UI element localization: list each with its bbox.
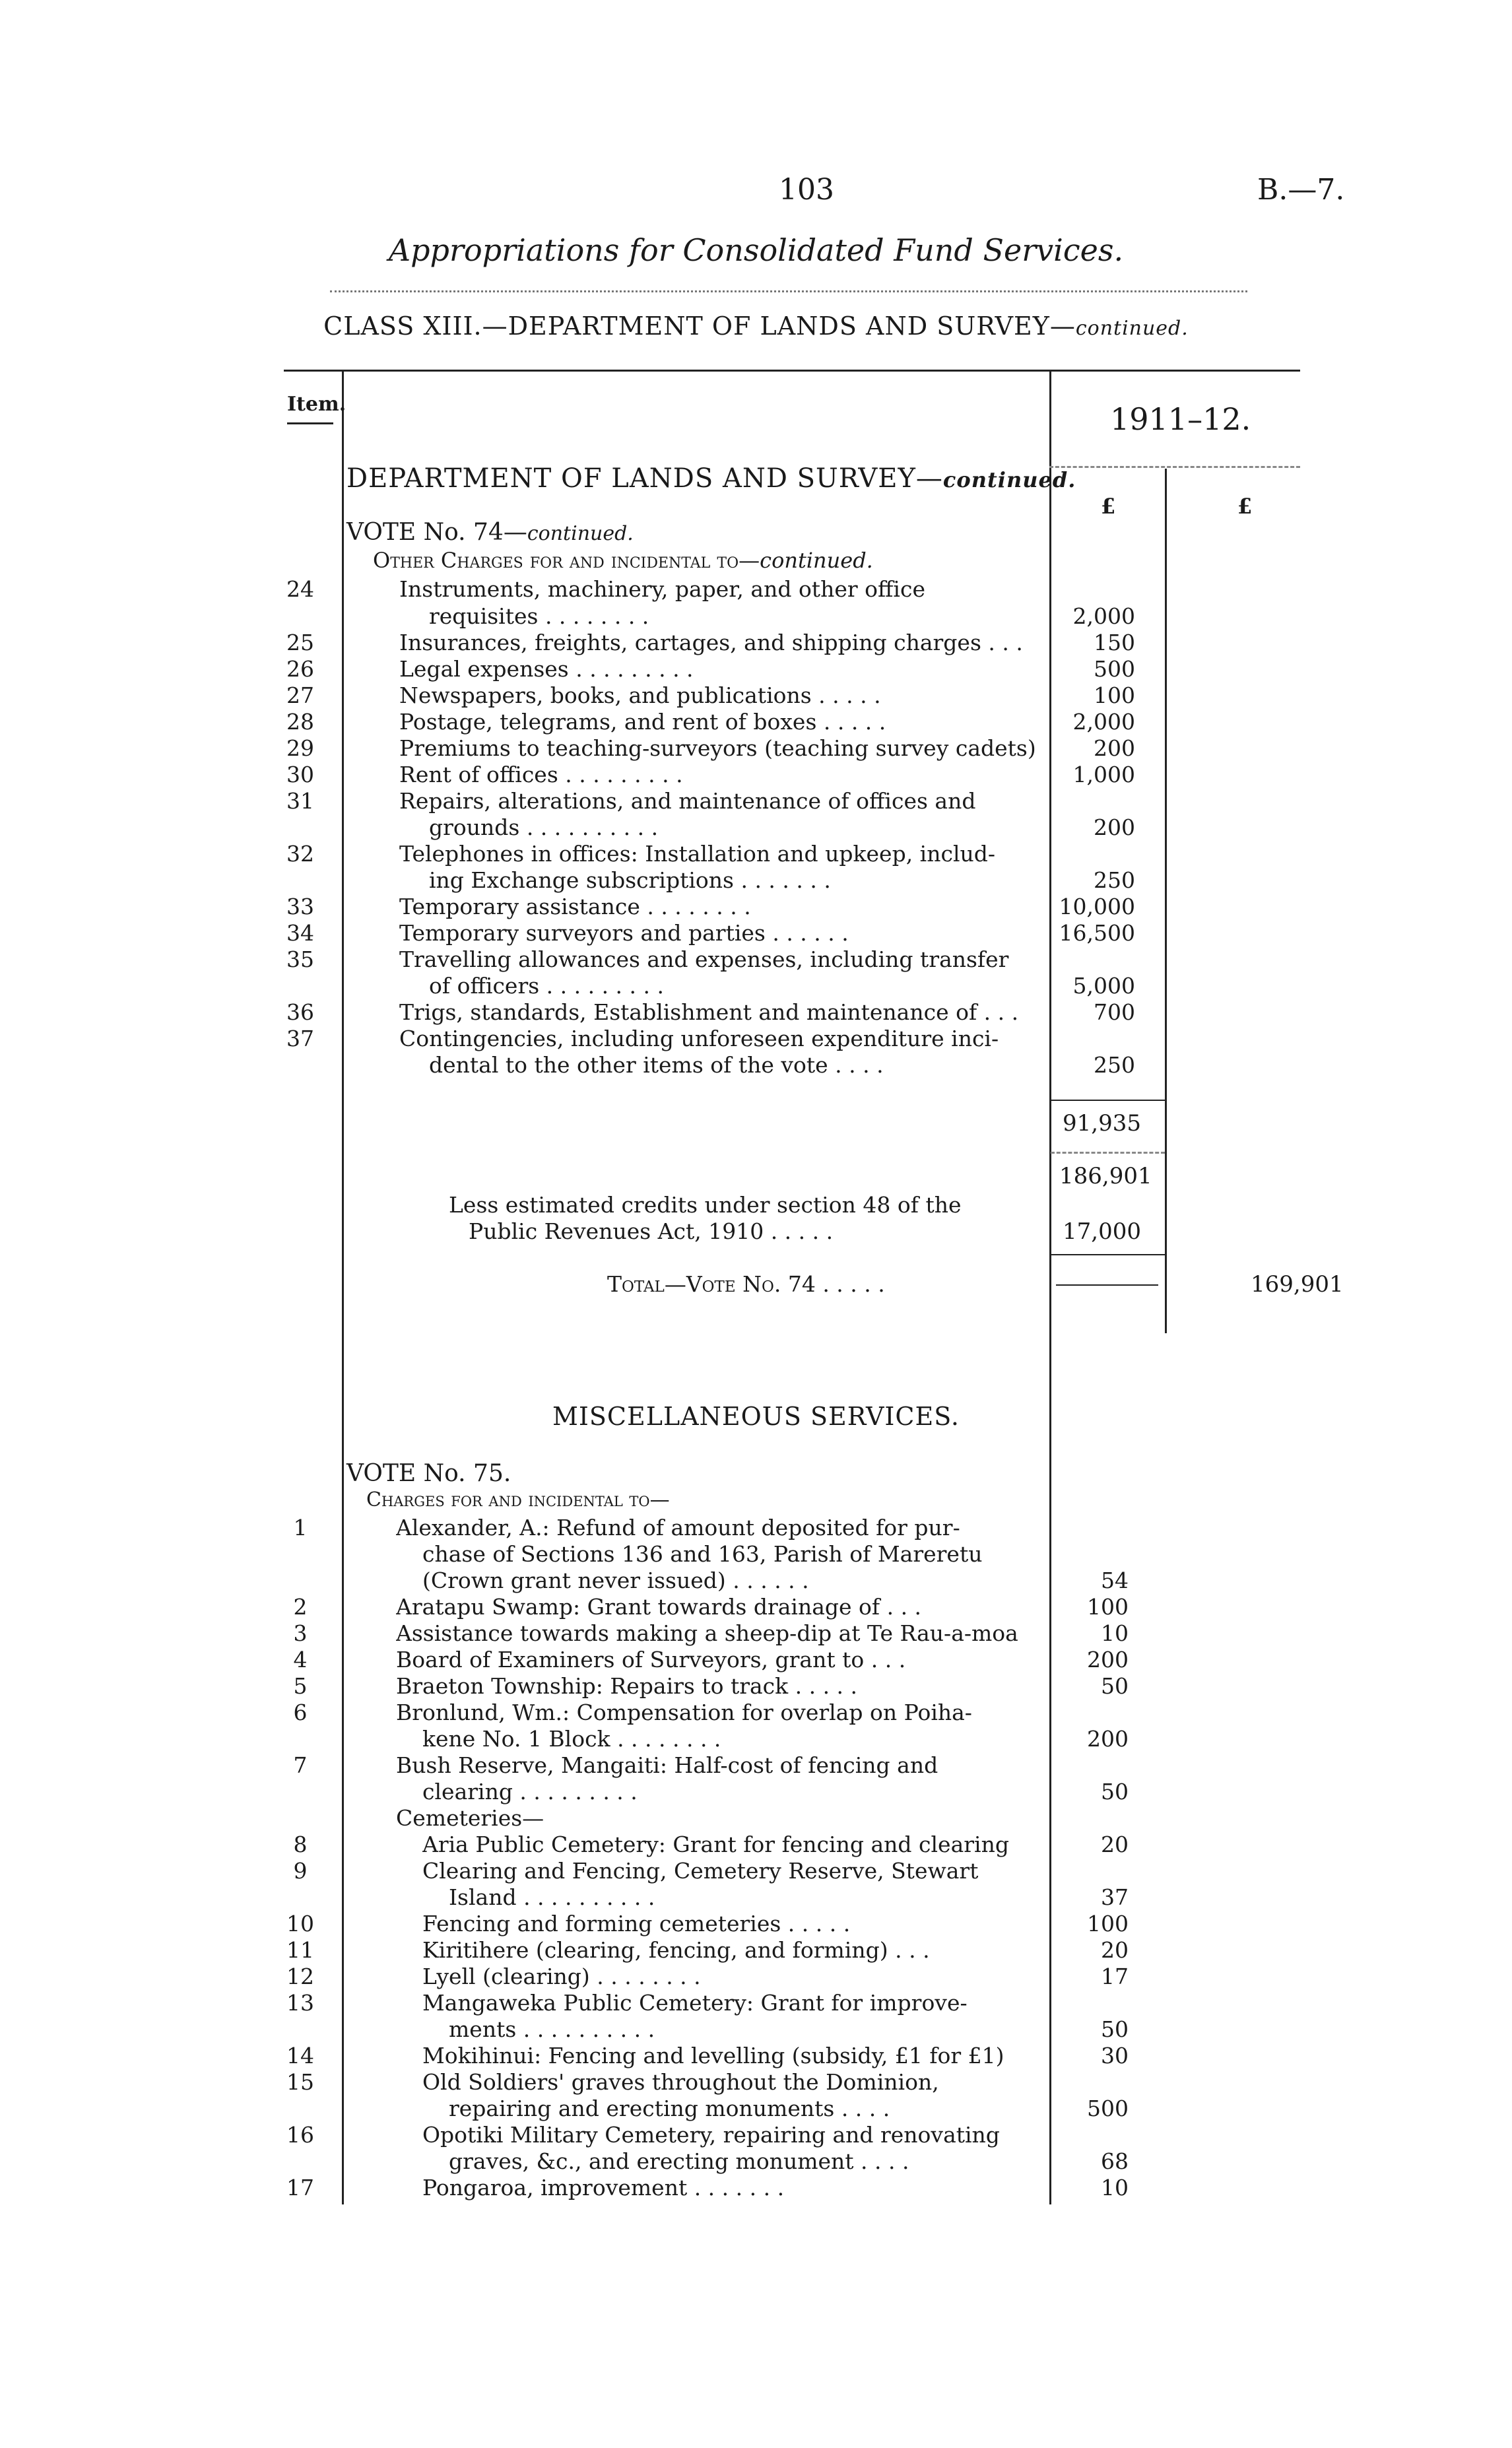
- item-number: 26: [286, 656, 314, 682]
- item-description: ing Exchange subscriptions . . . . . . .: [429, 867, 831, 893]
- table-row: [0, 1804, 1512, 1832]
- item-head-rule: [287, 422, 333, 424]
- table-row: [0, 1567, 1512, 1595]
- table-row: [0, 2042, 1512, 2070]
- table-row: [0, 2148, 1512, 2175]
- other-charges-continued: continued.: [760, 548, 873, 573]
- item-description: Pongaroa, improvement . . . . . . .: [422, 2175, 785, 2200]
- subtotal-rule-top: [1051, 1100, 1165, 1101]
- table-row: [0, 629, 1512, 657]
- item-description: Aria Public Cemetery: Grant for fencing and clearing: [422, 1832, 1009, 1857]
- item-description: Kiritihere (clearing, fencing, and forming) . . .: [422, 1937, 930, 1963]
- vote-75-heading: VOTE No. 75.: [346, 1460, 511, 1487]
- item-description: Assistance towards making a sheep-dip at Te Rau-a-moa: [396, 1620, 1018, 1646]
- table-row: [0, 735, 1512, 762]
- year-head-rule: [1049, 466, 1300, 468]
- item-amount: 200: [1094, 814, 1135, 840]
- item-number: 6: [293, 1700, 308, 1725]
- page-number: 103: [779, 173, 834, 207]
- item-description: ments . . . . . . . . . .: [449, 2016, 655, 2042]
- table-row: [0, 2016, 1512, 2043]
- vote-74-continued: continued.: [527, 522, 634, 545]
- item-amount: 200: [1094, 735, 1135, 761]
- item-description: Alexander, A.: Refund of amount deposited for pur-: [396, 1515, 960, 1540]
- item-number: 12: [286, 1964, 314, 1989]
- item-number: 34: [286, 920, 314, 946]
- total-rule: [1056, 1284, 1158, 1286]
- item-description: Contingencies, including unforeseen expenditure inci-: [399, 1026, 999, 1051]
- section-heading-main: DEPARTMENT OF LANDS AND SURVEY—: [346, 463, 943, 494]
- section-heading-lands-survey: [346, 463, 1076, 494]
- item-description: Rent of offices . . . . . . . . .: [399, 762, 683, 787]
- item-number: 14: [286, 2043, 314, 2068]
- item-number: 16: [286, 2122, 314, 2148]
- class-heading-main: CLASS XIII.—DEPARTMENT OF LANDS AND SURVEY—: [323, 312, 1076, 341]
- page-title: Appropriations for Consolidated Fund Services.: [388, 232, 1124, 268]
- item-amount: 50: [1101, 1673, 1129, 1699]
- item-description: Braeton Township: Repairs to track . . . . .: [396, 1673, 858, 1699]
- item-description: Temporary surveyors and parties . . . . . .: [399, 920, 849, 946]
- item-number: 13: [286, 1990, 314, 2016]
- item-description: Board of Examiners of Surveyors, grant to . . .: [396, 1647, 906, 1672]
- item-description: dental to the other items of the vote . . . .: [429, 1052, 884, 1078]
- item-number: 36: [286, 999, 314, 1025]
- item-amount: 200: [1087, 1726, 1129, 1752]
- item-amount: 250: [1094, 867, 1135, 893]
- item-amount: 54: [1101, 1568, 1129, 1593]
- item-amount: 10: [1101, 2175, 1129, 2200]
- table-row: [0, 840, 1512, 868]
- item-description: Repairs, alterations, and maintenance of offices and: [399, 788, 976, 814]
- item-amount: 700: [1094, 999, 1135, 1025]
- item-number: 17: [286, 2175, 314, 2200]
- table-row: [0, 1989, 1512, 2017]
- item-description: Bush Reserve, Mangaiti: Half-cost of fencing and: [396, 1752, 938, 1778]
- item-description: Opotiki Military Cemetery, repairing and renovating: [422, 2122, 1000, 2148]
- item-description: repairing and erecting monuments . . . .: [449, 2096, 890, 2121]
- table-row: [0, 603, 1512, 630]
- vote-74-subtotal: 91,935: [1063, 1110, 1141, 1137]
- table-row: [0, 1857, 1512, 1885]
- item-description: requisites . . . . . . . .: [429, 603, 649, 629]
- table-row: [0, 2068, 1512, 2096]
- table-row: [0, 1646, 1512, 1674]
- item-amount: 20: [1101, 1937, 1129, 1963]
- item-amount: 150: [1094, 630, 1135, 655]
- item-amount: 30: [1101, 2043, 1129, 2068]
- item-number: 10: [286, 1911, 314, 1936]
- table-row: [0, 1051, 1512, 1079]
- document-reference: B.—7.: [1257, 173, 1345, 207]
- vote-74-gross-total: 186,901: [1059, 1163, 1152, 1189]
- table-row: [0, 1025, 1512, 1053]
- less-credits-label-continued: Public Revenues Act, 1910 . . . . .: [469, 1218, 834, 1244]
- item-description: graves, &c., and erecting monument . . . .: [449, 2148, 909, 2174]
- table-row: [0, 787, 1512, 815]
- year-column-header: 1911–12.: [1110, 401, 1251, 437]
- item-number: 32: [286, 841, 314, 867]
- item-number: 3: [293, 1620, 308, 1646]
- class-heading-continued: continued.: [1075, 317, 1189, 340]
- item-amount: 200: [1087, 1647, 1129, 1672]
- item-number: 4: [293, 1647, 308, 1672]
- other-charges-subheading: [373, 548, 873, 573]
- item-description: Clearing and Fencing, Cemetery Reserve, Stewart: [422, 1858, 979, 1884]
- item-description: Old Soldiers' graves throughout the Dominion,: [422, 2069, 939, 2095]
- vote-74-total-label: [607, 1271, 885, 1297]
- table-row: [0, 1725, 1512, 1753]
- item-number: 28: [286, 709, 314, 735]
- table-row: [0, 814, 1512, 842]
- item-description: Mokihinui: Fencing and levelling (subsidy, £1 for £1): [422, 2043, 1004, 2068]
- item-number: 29: [286, 735, 314, 761]
- table-row: [0, 655, 1512, 683]
- table-row: [0, 1752, 1512, 1779]
- item-number: 9: [293, 1858, 308, 1884]
- item-number: 33: [286, 894, 314, 919]
- item-amount: 20: [1101, 1832, 1129, 1857]
- table-row: [0, 2121, 1512, 2149]
- item-number: 25: [286, 630, 314, 655]
- item-number: 35: [286, 946, 314, 972]
- item-description: Instruments, machinery, paper, and other office: [399, 576, 925, 602]
- less-rule: [1051, 1254, 1165, 1255]
- item-description: Travelling allowances and expenses, including transfer: [399, 946, 1009, 972]
- table-row: [0, 761, 1512, 789]
- charges-subheading: Charges for and incidental to—: [366, 1488, 670, 1511]
- item-number: 27: [286, 682, 314, 708]
- item-description: Premiums to teaching-surveyors (teaching survey cadets): [399, 735, 1036, 761]
- item-amount: 50: [1101, 1779, 1129, 1804]
- vote-74-total-amount: 169,901: [1251, 1271, 1344, 1298]
- dotted-rule: [330, 290, 1247, 292]
- item-amount: 16,500: [1059, 920, 1135, 946]
- item-amount: 37: [1101, 1884, 1129, 1910]
- less-credits-amount: 17,000: [1063, 1218, 1141, 1245]
- item-description: Mangaweka Public Cemetery: Grant for improve-: [422, 1990, 968, 2016]
- item-description: Lyell (clearing) . . . . . . . .: [422, 1964, 701, 1989]
- table-row: [0, 1699, 1512, 1727]
- item-number: 2: [293, 1594, 308, 1620]
- table-row: [0, 1593, 1512, 1621]
- item-description: Newspapers, books, and publications . . . . .: [399, 682, 881, 708]
- item-column-header: Item.: [287, 393, 346, 416]
- item-number: 5: [293, 1673, 308, 1699]
- table-row: [0, 972, 1512, 1000]
- vote-74-heading: [346, 519, 634, 546]
- item-description: Temporary assistance . . . . . . . .: [399, 894, 751, 919]
- item-amount: 10,000: [1059, 894, 1135, 919]
- item-amount: 100: [1087, 1911, 1129, 1936]
- item-amount: 500: [1087, 2096, 1129, 2121]
- table-row: [0, 1778, 1512, 1806]
- table-row: [0, 1963, 1512, 1991]
- table-row: [0, 2095, 1512, 2123]
- subtotal-rule-bottom: [1051, 1152, 1165, 1154]
- table-row: [0, 1620, 1512, 1647]
- class-heading: [0, 312, 1512, 341]
- item-description: of officers . . . . . . . . .: [429, 973, 664, 999]
- item-description: Aratapu Swamp: Grant towards drainage of . . .: [396, 1594, 922, 1620]
- item-description: Cemeteries—: [396, 1805, 544, 1831]
- total-label-text: Total—Vote No. 74 . . . . .: [607, 1271, 885, 1297]
- item-amount: 2,000: [1072, 709, 1135, 735]
- item-number: 7: [293, 1752, 308, 1778]
- currency-symbol-amount: £: [1101, 494, 1116, 519]
- table-row: [0, 576, 1512, 603]
- item-amount: 100: [1087, 1594, 1129, 1620]
- table-row: [0, 2174, 1512, 2202]
- table-row: [0, 1936, 1512, 1964]
- item-description: Postage, telegrams, and rent of boxes . . . . .: [399, 709, 886, 735]
- item-description: Trigs, standards, Establishment and maintenance of . . .: [399, 999, 1019, 1025]
- section-heading-miscellaneous: MISCELLANEOUS SERVICES.: [552, 1402, 960, 1431]
- item-description: grounds . . . . . . . . . .: [429, 814, 659, 840]
- item-amount: 17: [1101, 1964, 1129, 1989]
- item-number: 8: [293, 1832, 308, 1857]
- item-description: kene No. 1 Block . . . . . . . .: [422, 1726, 721, 1752]
- table-row: [0, 893, 1512, 921]
- item-description: Legal expenses . . . . . . . . .: [399, 656, 694, 682]
- item-description: Telephones in offices: Installation and upkeep, includ-: [399, 841, 996, 867]
- item-description: Insurances, freights, cartages, and shipping charges . . .: [399, 630, 1023, 655]
- other-charges-main: Other Charges for and incidental to—: [373, 548, 760, 573]
- table-row: [0, 1672, 1512, 1700]
- table-row: [0, 1831, 1512, 1859]
- item-description: (Crown grant never issued) . . . . . .: [422, 1568, 809, 1593]
- table-row: [0, 919, 1512, 947]
- item-amount: 5,000: [1072, 973, 1135, 999]
- item-amount: 250: [1094, 1052, 1135, 1078]
- table-row: [0, 946, 1512, 974]
- item-amount: 10: [1101, 1620, 1129, 1646]
- item-amount: 50: [1101, 2016, 1129, 2042]
- item-description: chase of Sections 136 and 163, Parish of Mareretu: [422, 1541, 983, 1567]
- item-amount: 1,000: [1072, 762, 1135, 787]
- section-heading-continued: continued.: [942, 467, 1076, 492]
- item-number: 31: [286, 788, 314, 814]
- item-amount: 68: [1101, 2148, 1129, 2174]
- item-amount: 2,000: [1072, 603, 1135, 629]
- item-number: 24: [286, 576, 314, 602]
- item-number: 1: [293, 1515, 308, 1540]
- table-row: [0, 867, 1512, 894]
- item-amount: 500: [1094, 656, 1135, 682]
- item-description: Fencing and forming cemeteries . . . . .: [422, 1911, 851, 1936]
- table-row: [0, 1884, 1512, 1911]
- less-credits-label: Less estimated credits under section 48 of the: [449, 1192, 962, 1218]
- table-row: [0, 708, 1512, 736]
- currency-symbol-total: £: [1237, 494, 1253, 519]
- item-number: 15: [286, 2069, 314, 2095]
- vote-74-main: VOTE No. 74—: [346, 519, 527, 546]
- item-description: clearing . . . . . . . . .: [422, 1779, 638, 1804]
- table-row: [0, 1514, 1512, 1542]
- item-description: Island . . . . . . . . . .: [449, 1884, 655, 1910]
- table-row: [0, 1540, 1512, 1568]
- table-row: [0, 999, 1512, 1026]
- table-row: [0, 682, 1512, 710]
- table-top-rule: [284, 370, 1300, 372]
- item-description: Bronlund, Wm.: Compensation for overlap on Poiha-: [396, 1700, 972, 1725]
- item-number: 37: [286, 1026, 314, 1051]
- table-row: [0, 1910, 1512, 1938]
- item-number: 30: [286, 762, 314, 787]
- item-number: 11: [286, 1937, 314, 1963]
- item-amount: 100: [1094, 682, 1135, 708]
